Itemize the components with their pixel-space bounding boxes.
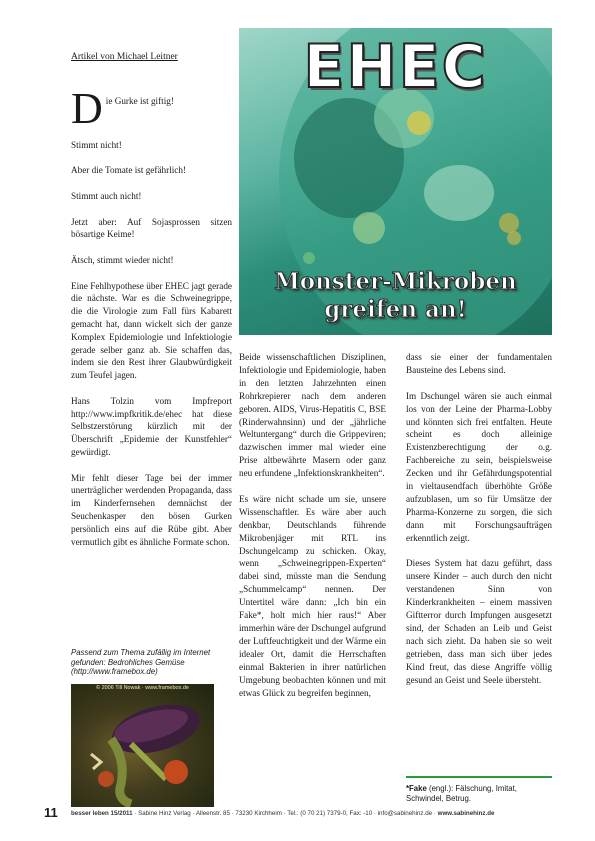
page-number: 11 [44,805,58,820]
magazine-issue: besser leben 15/2011 [71,810,133,817]
paragraph: Eine Fehlhypothese über EHEC jagt gerade die nächste. War es die Schweinegrippe, die die Virologie zum Fall fürs Kabarett gemacht hat, dann wickelt sich der ganze Komplex Epidemiologie und Infektiologie gerade selber ganz ab. Sie schaffen das, indem sie den Rest ihrer Glaubwürdigkeit zum Teufel jagen. [71,280,232,381]
byline: Artikel von Michael Leitner [71,52,178,62]
article-column-3 [406,351,552,699]
paragraph: Dieses System hat dazu geführt, dass unsere Kinder – auch durch den nicht verstandenen Sinn von Kinderkrankheiten – einem massiven Giftterror durch Impfungen ausgesetzt sind, der Schaden an Leib und Geist nach sich zieht. Da haben sie so weit getrieben, dass man sich über jedes Kind freut, das diese Angriffe völlig gesund an Geist und Seele übersteht. [406,558,552,685]
image-caption: Passend zum Thema zufällig im Internet gefunden: Bedrohliches Gemüse (http://www.framebox.de) [71,648,211,676]
paragraph: Jetzt aber: Auf Sojasprossen sitzen bösartige Keime! [71,216,232,240]
eggplant-creature-illustration [71,684,214,807]
paragraph: Es wäre nicht schade um sie, unsere Wissenschaftler. Es wäre aber auch denkbar, Deutschlands führende Mikrobenjäger mit RTL ins Dschungelcamp zu schicken. Okay, wenn „Schweinegrippen-Experten“ dabei sind, müsste man die Sendung „Schummelcamp“ nennen. Der Untertitel wäre dann: „Ich bin ein Fake*, holt mich hier raus!“ Aber immerhin wäre der Dschungel aufgrund der Luftfeuchtigkeit und der Wärme ein idealer Ort, damit die Herrschaften einmal Bakterien in ihrer natürlichen Umgebung beobachten können und mit etwas Glück zu begreifen beginnen, [239,493,386,698]
footnote-term: *Fake [406,784,427,793]
paragraph: dass sie einer der fundamentalen Bausteine des Lebens sind. [406,352,552,375]
publisher-info: · Sabine Hinz Verlag · Alleenstr. 85 · 73230 Kirchheim · Tel.: (0 70 21) 7379-0, Fax: -10 · info@sabinehinz.de · [132,810,438,817]
paragraph: Stimmt nicht! [71,139,122,150]
paragraph: Im Dschungel wären sie auch einmal los von der Leine der Pharma-Lobby und könnten sich frei entfalten. Heute scheint es doch alleinige Existenzberechtigung der o.g. Fachbereiche zu sein, beispielsweise Zecken und ihr Gefährdungspotential in vieltausendfach überhöhte Größe aufzublasen, um so für Umsätze der Pharma-Konzerne zu sorgen, die sich dann mit Forschungsaufträgen erkenntlich zeigt. [406,390,552,543]
page-footer [71,810,552,817]
hero-title: EHEC [303,32,488,102]
article-column-1 [71,84,232,561]
paragraph: Hans Tolzin vom Impfreport http://www.impfkritik.de/ehec hat diese Selbstzerstörung kürzlich mit der Überschrift „Epidemie der Kunstfehler“ gewürdigt. [71,395,232,457]
article-column-2 [239,351,386,712]
lead-paragraph [71,84,232,133]
paragraph: Stimmt auch nicht! [71,190,142,201]
footnote [406,784,552,803]
paragraph: Mir fehlt dieser Tage bei der immer unerträglicher werdenden Propaganda, dass im Kinderfernsehen demnächst der Seuchenkasper den bösen Gurken persönlich eins auf die Rübe gibt. Aber vermutlich gibt es ähnliche Formate schon. [71,472,232,547]
image-credit: © 2006 Till Nowak · www.framebox.de [95,685,189,691]
hero-image [239,28,552,335]
footnote-divider [406,776,552,778]
paragraph: Beide wissenschaftlichen Disziplinen, Infektiologie und Epidemiologie, haben in den letzten Jahrzehnten einen Rohrkrepierer nach dem anderen geboren. AIDS, Virus-Hepatitis C, BSE (Rinderwahnsinn) und der „jährliche Weltuntergang“ durch die Grippeviren; dazwischen immer mal wieder eine Prise altbewährte Masern oder ganz neu erfundene „Infektionskrankheiten“. [239,352,386,479]
hero-subtitle-line2: greifen an! [324,296,467,323]
hero-subtitle-line1: Monster-Mikroben [274,268,517,295]
paragraph: Aber die Tomate ist gefährlich! [71,165,187,176]
paragraph: Ätsch, stimmt wieder nicht! [71,254,174,265]
drop-cap: D [71,84,103,133]
footnote-text: (engl.): Fälschung, Imitat, Schwindel, Betrug. [406,784,517,803]
lead-text: ie Gurke ist giftig! [105,96,174,106]
vegetable-monster-image [71,684,214,807]
website-link[interactable]: www.sabinehinz.de [437,810,495,817]
